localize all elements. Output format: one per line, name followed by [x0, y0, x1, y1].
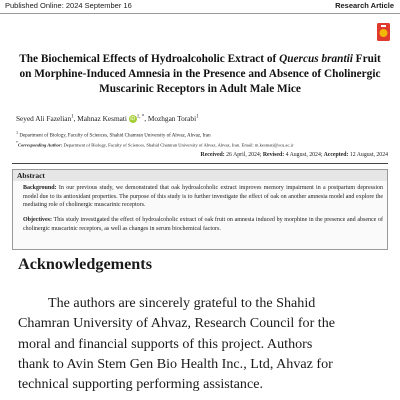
background-label: Background:	[23, 185, 57, 191]
abstract-background	[23, 184, 383, 210]
received-label: Received:	[200, 152, 225, 158]
accepted-date: 12 August, 2024	[348, 152, 388, 158]
received-date: 26 April, 2024;	[224, 152, 262, 158]
acknowledgements-line: The authors are sincerely grateful to the Shahid	[48, 295, 316, 311]
corresponding-author	[16, 141, 293, 148]
article-dates	[201, 152, 388, 158]
affiliation	[16, 130, 211, 139]
published-date: Published Online: 2024 September 16	[5, 1, 132, 10]
corresponding-label: Corresponding Author:	[17, 142, 63, 148]
revised-date: 4 August, 2024;	[284, 152, 323, 158]
objectives-label: Objectives:	[23, 217, 52, 223]
abstract-box	[12, 169, 388, 250]
orcid-icon[interactable]: iD	[130, 116, 136, 123]
section-divider	[12, 163, 388, 164]
abstract-heading: Abstract	[13, 170, 387, 181]
author-name[interactable]: , Mahnaz Kesmati	[73, 114, 127, 123]
acknowledgements-line: thank to Avin Stem Gen Bio Health Inc., Ltd, Ahvaz for	[18, 355, 333, 372]
affiliation-marker: 1, *	[136, 114, 145, 120]
accepted-label: Accepted:	[322, 152, 349, 158]
journal-logo-icon	[375, 22, 392, 42]
author-name[interactable]: Seyed Ali Fazelian	[16, 114, 72, 123]
header-divider	[0, 13, 400, 14]
article-title	[12, 52, 388, 97]
author-name[interactable]: , Mozhgan Torabi	[144, 114, 197, 123]
corresponding-text[interactable]: Department of Biology, Faculty of Sciences, Shahid Chamran University of Ahvaz, Ahvaz, Iran. Email: m.kesmati@scu.ac.ir	[62, 142, 294, 148]
acknowledgements-line: moral and financial supports of this project. Authors	[18, 335, 313, 352]
title-part-1: The Biochemical Effects of Hydroalcoholic Extract of	[19, 53, 280, 65]
acknowledgements-body	[18, 293, 394, 394]
article-type: Research Article	[335, 1, 394, 10]
corresponding-marker: *	[16, 141, 18, 145]
affiliation-marker: 1	[16, 130, 19, 135]
acknowledgements-line: Chamran University of Ahvaz, Research Council for the	[18, 315, 336, 332]
affiliation-text: Department of Biology, Faculty of Sciences, Shahid Chamran University of Ahvaz, Ahvaz, Iran	[18, 133, 211, 139]
objectives-text: This study investigated the effect of hydroalcoholic extract of oak fruit on amnesia induced by morphine in the presence and absence of cholinergic muscarinic receptors, as well as changes in serum biochemical factors.	[23, 217, 383, 232]
affiliation-marker: 1	[196, 114, 199, 120]
title-species: Quercus brantii	[279, 53, 353, 65]
acknowledgements-line: technical supporting performing assistance.	[18, 376, 264, 393]
author-list	[16, 114, 199, 123]
background-text: In our previous study, we demonstrated that oak hydroalcoholic extract improves memory impairment in a postpartum depression model due to its antioxidant properties. The purpose of this study is to further investigate the effect of oak on another amnesia model and explore the mediating role of cholinergic muscarinic receptors.	[23, 185, 383, 209]
abstract-objectives	[23, 216, 383, 233]
acknowledgements-heading: Acknowledgements	[18, 255, 152, 273]
affiliation-marker: 1	[71, 114, 74, 120]
revised-label: Revised:	[261, 152, 285, 158]
title-part-2: Fruit on Morphine-Induced Amnesia in the Presence and Absence of Cholinergic Muscarinic Receptors in Adult Male Mice	[19, 53, 381, 95]
